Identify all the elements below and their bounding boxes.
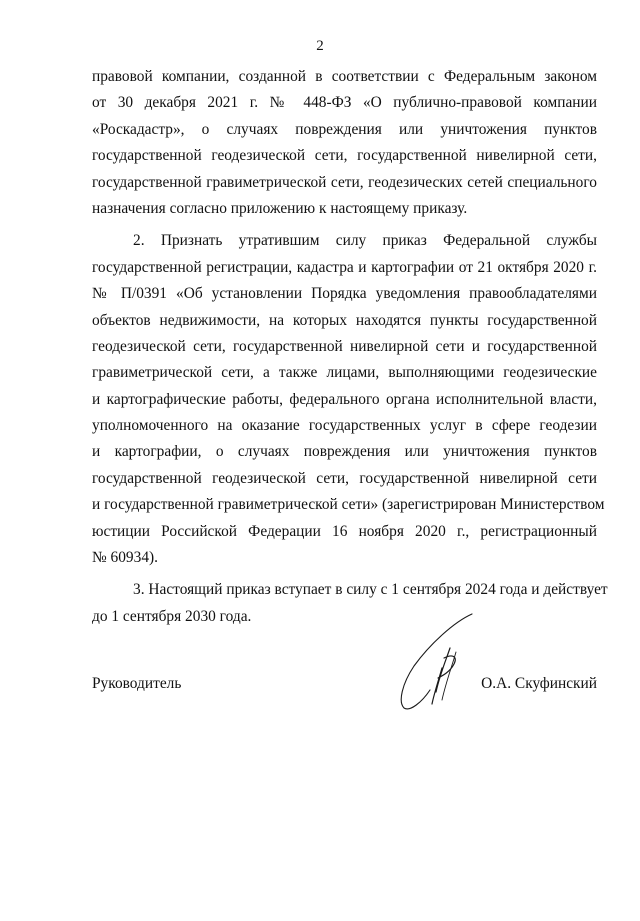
text-line: государственной геодезической сети, государственной нивелирной сети, xyxy=(92,147,597,165)
page-number: 2 xyxy=(316,38,324,54)
text-line: государственной гравиметрической сети, геодезических сетей специального xyxy=(92,173,597,191)
text-line: от 30 декабря 2021 г. № 448-ФЗ «О публично-правовой компании xyxy=(92,94,597,112)
paragraph-2 xyxy=(92,228,605,571)
text-line: до 1 сентября 2030 года. xyxy=(92,607,252,625)
text-line: геодезической сети, государственной нивелирной сети и государственной xyxy=(92,337,597,355)
text-line: 2. Признать утратившим силу приказ Федеральной службы xyxy=(133,232,597,250)
text-line: 3. Настоящий приказ вступает в силу с 1 сентября 2024 года и действует xyxy=(133,581,608,599)
text-line: № П/0391 «Об установлении Порядка уведомления правообладателями xyxy=(92,285,597,303)
text-line: объектов недвижимости, на которых находятся пункты государственной xyxy=(92,311,597,329)
text-line: уполномоченного на оказание государственных услуг в сфере геодезии xyxy=(92,417,597,435)
signatory-title: Руководитель xyxy=(92,675,182,692)
text-line: и картографические работы, федерального органа исполнительной власти, xyxy=(92,390,597,408)
text-line: гравиметрической сети, а также лицами, выполняющими геодезические xyxy=(92,364,597,382)
text-line: № 60934). xyxy=(92,549,158,567)
handwritten-signature xyxy=(392,608,484,718)
text-line: государственной геодезической сети, государственной нивелирной сети xyxy=(92,469,597,487)
text-line: юстиции Российской Федерации 16 ноября 2020 г., регистрационный xyxy=(92,522,597,540)
paragraph-1 xyxy=(92,64,597,222)
paragraph-3 xyxy=(92,577,608,630)
text-line: правовой компании, созданной в соответствии с Федеральным законом xyxy=(92,68,597,85)
text-line: государственной регистрации, кадастра и картографии от 21 октября 2020 г. xyxy=(92,258,597,276)
text-line: назначения согласно приложению к настоящему приказу. xyxy=(92,199,468,217)
signatory-name: О.А. Скуфинский xyxy=(481,675,597,692)
text-line: и картографии, о случаях повреждения или уничтожения пунктов xyxy=(92,443,597,461)
text-line: «Роскадастр», о случаях повреждения или уничтожения пунктов xyxy=(92,120,597,138)
order-body xyxy=(92,64,608,630)
text-line: и государственной гравиметрической сети» (зарегистрирован Министерством xyxy=(92,496,605,514)
